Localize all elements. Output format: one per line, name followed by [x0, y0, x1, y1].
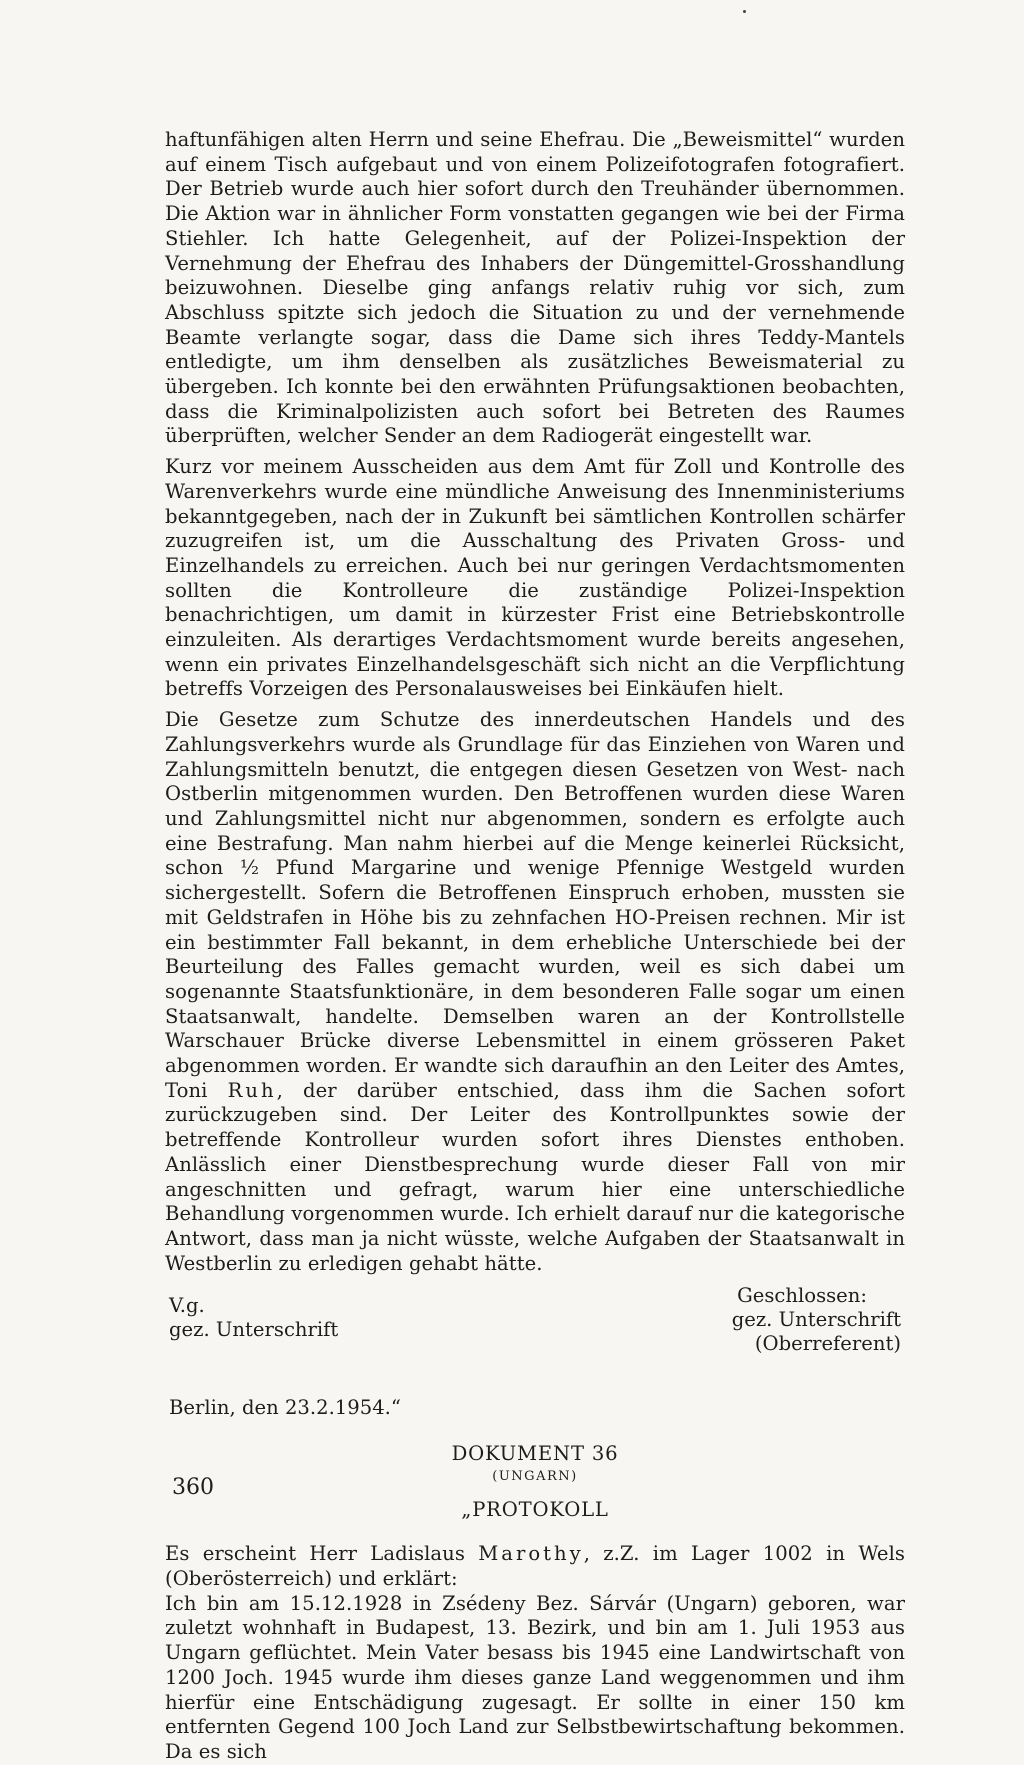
- paragraph-3-part-b: , der darüber entschied, dass ihm die Sachen sofort zurückzugeben sind. Der Leiter des Kontrollpunktes sowie der betreffende Kontrolleur wurden sofort ihres Dienstes enthoben. Anlässlich einer Dienstbesprechung wurde dieser Fall von mir angeschnitten und gefragt, warum hier eine unterschiedliche Behandlung vorgenommen wurde. Ich erhielt darauf nur die kategorische Antwort, dass man ja nicht wüsste, welche Aufgaben der Staatsanwalt in Westberlin zu erledigen gehabt hätte.: [165, 1078, 906, 1275]
- paragraph-1: haftunfähigen alten Herrn und seine Ehefrau. Die „Beweismittel“ wurden auf einem Tisch aufgebaut und von einem Polizeifotografen fotografiert. Der Betrieb wurde auch hier sofort durch den Treuhänder übernommen. Die Aktion war in ähnlicher Form vonstatten gegangen wie bei der Firma Stiehler. Ich hatte Gelegenheit, auf der Polizei-Inspektion der Vernehmung der Ehefrau des Inhabers der Düngemittel-Grosshandlung beizuwohnen. Dieselbe ging anfangs relativ ruhig vor sich, zum Abschluss spitzte sich jedoch die Situation zu und der vernehmende Beamte verlangte sogar, dass die Dame sich ihres Teddy-Mantels entledigte, um ihm denselben als zusätzliches Beweismaterial zu übergeben. Ich konnte bei den erwähnten Prüfungsaktionen beobachten, dass die Kriminalpolizisten auch sofort bei Betreten des Raumes überprüften, welcher Sender an dem Radiogerät eingestellt war.: [165, 128, 905, 448]
- page-number: 360: [172, 1475, 214, 1500]
- signature-left: [169, 1294, 338, 1342]
- spaced-name-marothy: Marothy: [478, 1542, 584, 1566]
- spaced-name-ruh: Ruh: [227, 1078, 277, 1102]
- protocol-paragraph-1: [165, 1542, 905, 1591]
- paper-speck: [743, 10, 746, 13]
- document-subheading: (UNGARN): [492, 1469, 578, 1485]
- signature-left-line-2: gez. Unterschrift: [169, 1318, 339, 1342]
- protocol-paragraph-2: Ich bin am 15.12.1928 in Zsédeny Bez. Sárvár (Ungarn) geboren, war zuletzt wohnhaft in Budapest, 13. Bezirk, und bin am 1. Juli 1953 aus Ungarn geflüchtet. Mein Vater besass bis 1945 eine Landwirtschaft von 1200 Joch. 1945 wurde ihm dieses ganze Land weggenommen und ihm hierfür eine Entschädigung zugesagt. Er sollte in einer 150 km entfernten Gegend 100 Joch Land zur Selbstbewirtschaftung bekommen. Da es sich: [165, 1591, 905, 1763]
- signature-right-line-3: (Oberreferent): [754, 1332, 901, 1356]
- signature-right-line-2: gez. Unterschrift: [731, 1308, 901, 1332]
- signature-right: [732, 1284, 901, 1356]
- document-heading: DOKUMENT 36: [451, 1442, 619, 1466]
- signature-right-line-1: Geschlossen:: [737, 1284, 867, 1308]
- paragraph-3: [165, 708, 905, 1276]
- paragraph-3-part-a: Die Gesetze zum Schutze des innerdeutschen Handels und des Zahlungsverkehrs wurde als Grundlage für das Einziehen von Waren und Zahlungsmitteln benutzt, die entgegen diesen Gesetzen von West- nach Ostberlin mitgenommen wurden. Den Betroffenen wurden diese Waren und Zahlungsmittel nicht nur abgenommen, sondern es erfolgte auch eine Bestrafung. Man nahm hierbei auf die Menge keinerlei Rücksicht, schon ½ Pfund Margarine und wenige Pfennige Westgeld wurden sichergestellt. Sofern die Betroffenen Einspruch erhoben, mussten sie mit Geldstrafen in Höhe bis zu zehnfachen HO-Preisen rechnen. Mir ist ein bestimmter Fall bekannt, in dem erhebliche Unterschiede bei der Beurteilung des Falles gemacht wurden, weil es sich dabei um sogenannte Staatsfunktionäre, in dem besonderen Falle sogar um einen Staatsanwalt, handelte. Demselben waren an der Kontrollstelle Warschauer Brücke diverse Lebensmittel in einem grösseren Paket abgenommen worden. Er wandte sich daraufhin an den Leiter des Amtes, Toni: [165, 708, 905, 1102]
- signature-left-line-1: V.g.: [169, 1294, 205, 1318]
- dateline: Berlin, den 23.2.1954.“: [169, 1396, 401, 1420]
- protocol-p1-part-a: Es erscheint Herr Ladislaus: [165, 1542, 465, 1566]
- paragraph-2: Kurz vor meinem Ausscheiden aus dem Amt für Zoll und Kontrolle des Warenverkehrs wurde eine mündliche Anweisung des Innenministeriums bekanntgegeben, nach der in Zukunft bei sämtlichen Kontrollen schärfer zuzugreifen ist, um die Ausschaltung des Privaten Gross- und Einzelhandels zu erreichen. Auch bei nur geringen Verdachtsmomenten sollten die Kontrolleure die zuständige Polizei-Inspektion benachrichtigen, um damit in kürzester Frist eine Betriebskontrolle einzuleiten. Als derartiges Verdachtsmoment wurde bereits angesehen, wenn ein privates Einzelhandelsgeschäft sich nicht an die Verpflichtung betreffs Vorzeigen des Personalausweises bei Einkäufen hielt.: [165, 455, 905, 701]
- document-title: „PROTOKOLL: [461, 1498, 609, 1522]
- signature-block: [165, 1284, 905, 1376]
- page-text-column: [165, 128, 905, 1765]
- protocol-p1-part-b: , z.Z. im Lager 1002 in Wels (Oberösterreich) und erklärt:: [165, 1542, 905, 1591]
